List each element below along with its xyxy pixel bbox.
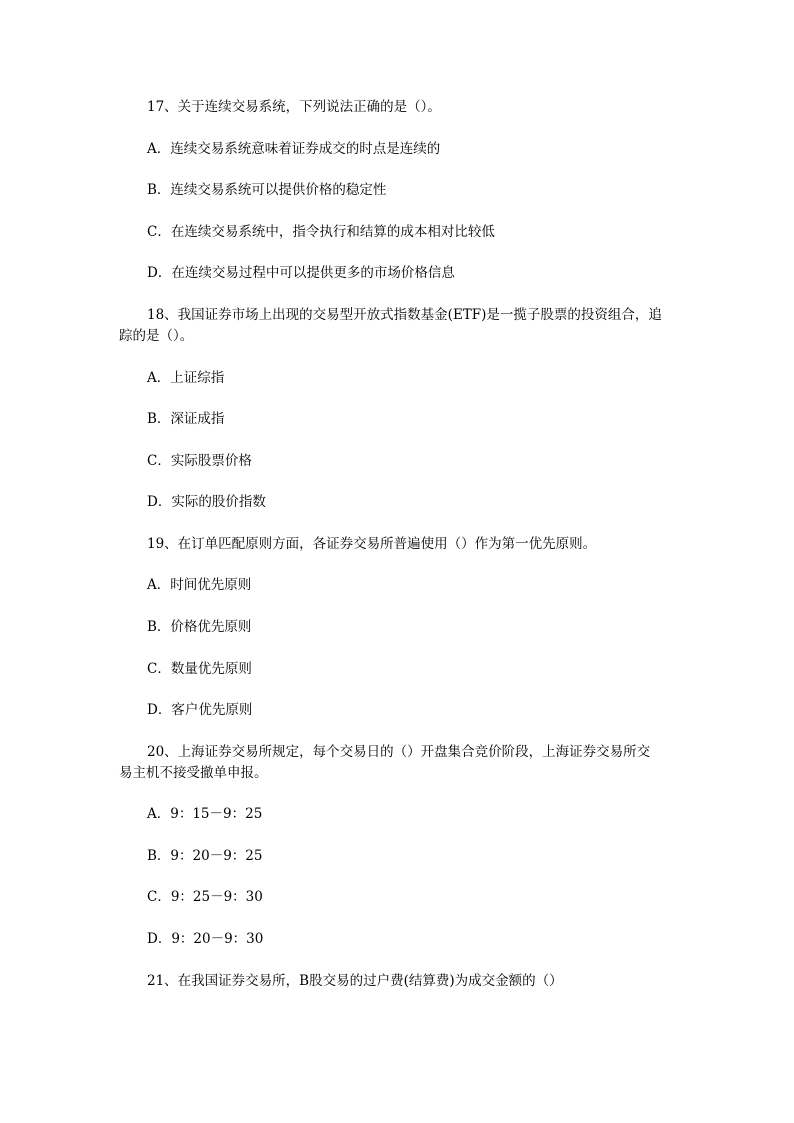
question-17-option-d: D．在连续交易过程中可以提供更多的市场价格信息 (147, 265, 455, 281)
question-17-option-a: A．连续交易系统意味着证券成交的时点是连续的 (147, 141, 441, 157)
question-18-option-c: C．实际股票价格 (147, 453, 252, 469)
question-20-option-d: D．9：20－9：30 (147, 931, 264, 947)
question-18-option-d: D．实际的股价指数 (147, 494, 266, 510)
question-17-option-c: C．在连续交易系统中，指令执行和结算的成本相对比较低 (147, 224, 495, 240)
question-19-option-d: D．客户优先原则 (147, 702, 253, 718)
question-19-stem: 19、在订单匹配原则方面，各证券交易所普遍使用（）作为第一优先原则。 (147, 536, 597, 552)
question-20-stem: 20、上海证券交易所规定，每个交易日的（）开盘集合竞价阶段，上海证券交易所交 (147, 744, 651, 760)
question-18-option-a: A．上证综指 (147, 370, 225, 386)
question-18-option-b: B．深证成指 (147, 411, 225, 427)
question-20-option-a: A．9：15－9：25 (147, 806, 263, 822)
question-19-option-c: C．数量优先原则 (147, 661, 252, 677)
question-19-option-b: B．价格优先原则 (147, 619, 252, 635)
question-17-option-b: B．连续交易系统可以提供价格的稳定性 (147, 182, 387, 198)
question-20-stem-continuation: 易主机不接受撤单申报。 (119, 765, 268, 781)
question-21-stem: 21、在我国证券交易所，B股交易的过户费(结算费)为成交金额的（） (147, 973, 563, 989)
question-18-stem-continuation: 踪的是（）。 (119, 328, 194, 344)
question-18-stem: 18、我国证券市场上出现的交易型开放式指数基金(ETF)是一揽子股票的投资组合，追 (147, 307, 662, 323)
question-19-option-a: A．时间优先原则 (147, 577, 252, 593)
question-20-option-b: B．9：20－9：25 (147, 848, 263, 864)
question-20-option-c: C．9：25－9：30 (147, 889, 263, 905)
question-17-stem: 17、关于连续交易系统，下列说法正确的是（）。 (147, 99, 441, 115)
